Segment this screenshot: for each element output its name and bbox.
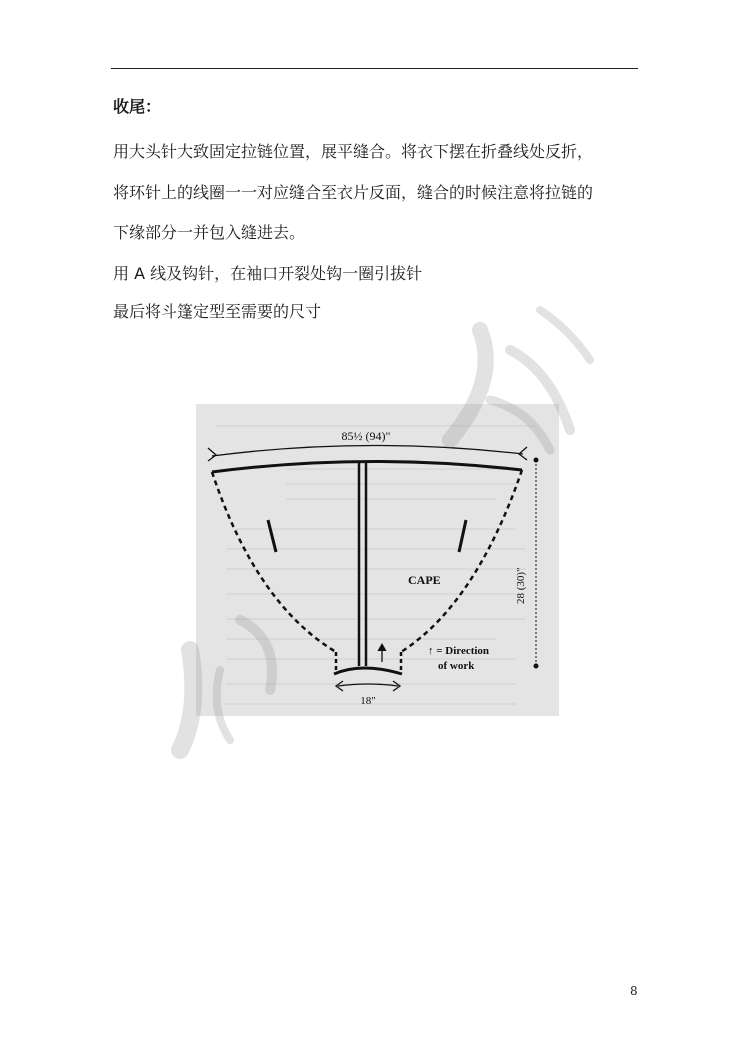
paragraph-1: 用大头针大致固定拉链位置，展平缝合。将衣下摆在折叠线处反折， (113, 142, 594, 161)
paragraph-2: 将环针上的线圈一一对应缝合至衣片反面，缝合的时候注意将拉链的 (113, 183, 594, 202)
cape-label: CAPE (408, 573, 441, 587)
paragraph-4-prefix: 用 (113, 264, 135, 283)
height-top-dot (534, 458, 539, 463)
direction-legend-line2: of work (438, 660, 475, 672)
height-bottom-dot (534, 664, 539, 669)
bottom-width-label: 18" (360, 695, 376, 707)
page-number: 8 (630, 984, 638, 998)
height-label: 28 (30)" (515, 567, 527, 604)
direction-legend-line1: ↑ = Direction (428, 645, 490, 657)
paragraph-3: 下缘部分一并包入缝进去。 (113, 223, 306, 242)
section-heading: 收尾： (113, 97, 162, 116)
paragraph-5: 最后将斗篷定型至需要的尺寸 (113, 302, 322, 321)
header-rule (111, 68, 638, 69)
paragraph-4 (113, 261, 422, 284)
paragraph-4-suffix: 线及钩针，在袖口开裂处钩一圈引拔针 (145, 264, 423, 283)
cape-schematic (196, 404, 559, 716)
top-width-label: 85½ (94)" (341, 429, 391, 443)
yarn-letter: A (134, 264, 146, 283)
